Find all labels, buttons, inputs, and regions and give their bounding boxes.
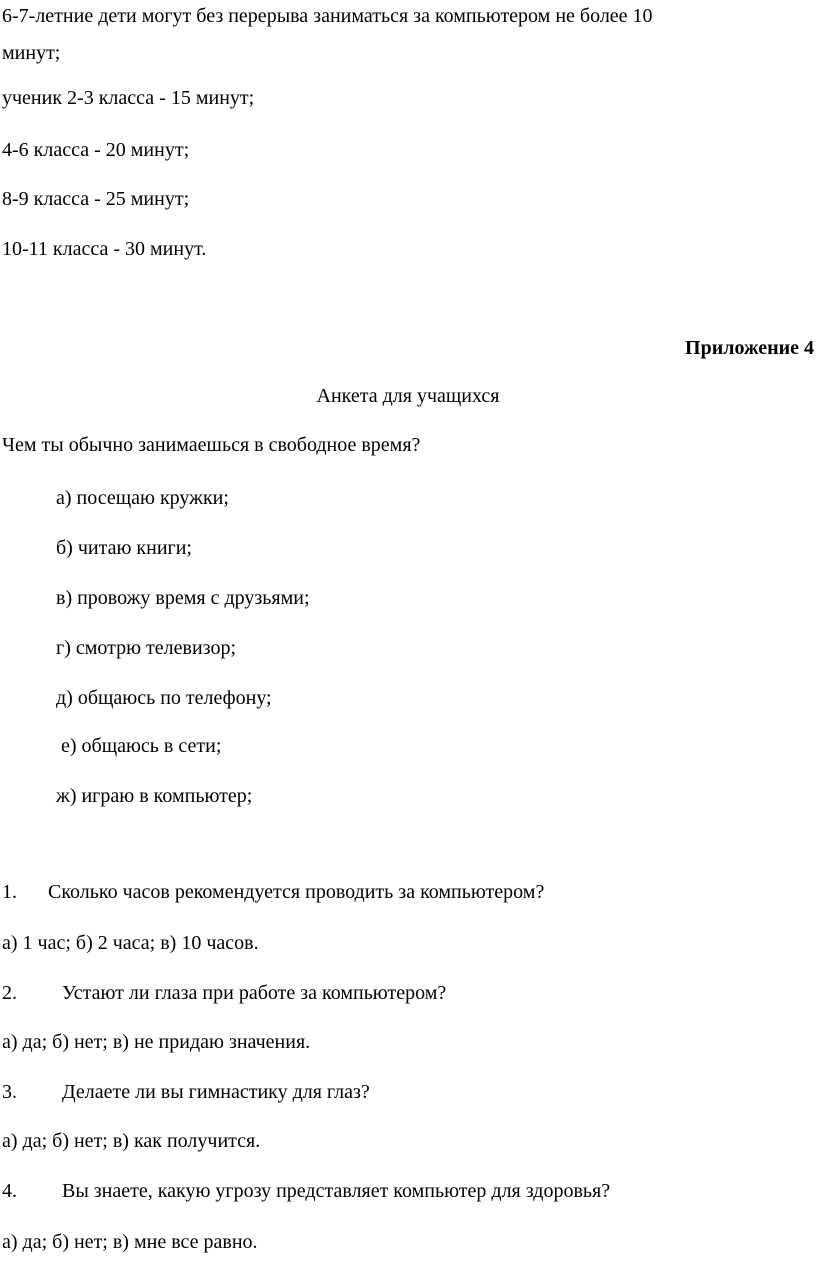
question-text: Вы знаете, какую угрозу представляет компьютер для здоровья? xyxy=(62,1180,611,1202)
option-item: а) посещаю кружки; xyxy=(56,487,229,509)
question-number: 2. xyxy=(2,982,17,1004)
option-item: в) провожу время с друзьями; xyxy=(56,587,310,609)
question-answers: а) 1 час; б) 2 часа; в) 10 часов. xyxy=(2,932,259,954)
question-answers: а) да; б) нет; в) как получится. xyxy=(2,1130,261,1152)
question-text: Устают ли глаза при работе за компьютером? xyxy=(62,982,447,1004)
survey-title: Анкета для учащихся xyxy=(316,385,500,407)
appendix-label: Приложение 4 xyxy=(685,337,814,359)
option-item: е) общаюсь в сети; xyxy=(56,735,222,757)
question-number: 3. xyxy=(2,1081,17,1103)
question-text: Делаете ли вы гимнастику для глаз? xyxy=(62,1081,370,1103)
question-answers: а) да; б) нет; в) не придаю значения. xyxy=(2,1031,311,1053)
intro-question: Чем ты обычно занимаешься в свободное время? xyxy=(2,434,421,456)
limits-line-3: ученик 2-3 класса - 15 минут; xyxy=(2,87,255,109)
question-number: 4. xyxy=(2,1180,17,1202)
option-item: ж) играю в компьютер; xyxy=(56,785,253,807)
question-number: 1. xyxy=(2,881,17,903)
option-item: г) смотрю телевизор; xyxy=(56,637,237,659)
limits-line-4: 4-6 класса - 20 минут; xyxy=(2,139,190,161)
question-text: Сколько часов рекомендуется проводить за компьютером? xyxy=(48,881,545,903)
option-item: д) общаюсь по телефону; xyxy=(56,687,272,709)
limits-line-5: 8-9 класса - 25 минут; xyxy=(2,188,190,210)
limits-line-2: минут; xyxy=(2,42,61,64)
limits-line-1: 6-7-летние дети могут без перерыва заниматься за компьютером не более 10 xyxy=(2,5,653,27)
option-item: б) читаю книги; xyxy=(56,537,192,559)
question-answers: а) да; б) нет; в) мне все равно. xyxy=(2,1231,258,1253)
limits-line-6: 10-11 класса - 30 минут. xyxy=(2,238,207,260)
